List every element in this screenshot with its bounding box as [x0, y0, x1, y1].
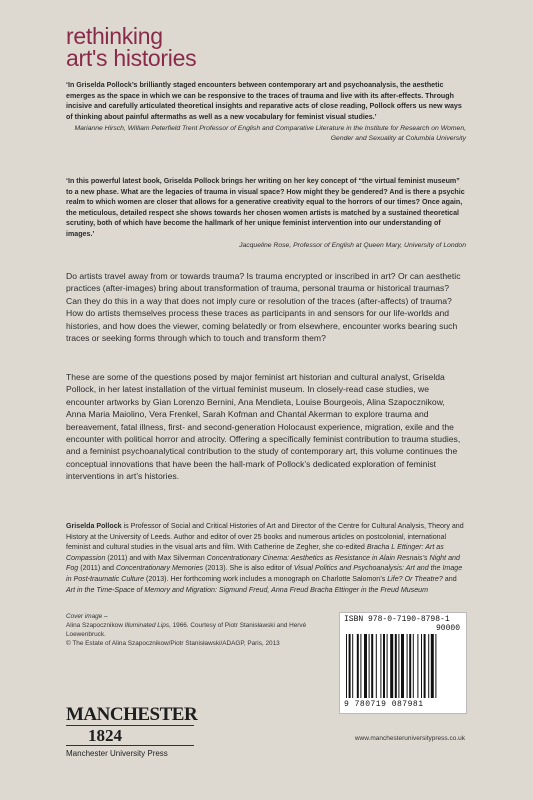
- series-logo: [66, 23, 197, 71]
- bio-text: and: [442, 574, 457, 583]
- bio-text: (2011) and with Max Silverman: [105, 553, 207, 562]
- divider: [66, 725, 194, 726]
- credits-artist: Alina Szapocznikow: [66, 622, 125, 629]
- barcode-bar: [387, 634, 388, 698]
- barcode-bar: [435, 634, 436, 698]
- barcode-bars: [346, 634, 460, 698]
- barcode-bar: [383, 634, 385, 698]
- publisher-year: 1824: [88, 726, 122, 745]
- bio-text: (2011) and: [78, 564, 116, 573]
- barcode-bar: [380, 634, 381, 698]
- barcode-bar: [349, 634, 351, 698]
- endorsement-quote: ‘In Griselda Pollock’s brilliantly staged encounters between contemporary art and psychoanalysis, the aesthetic emerges as the space in which we can be responsive to the traces of trauma and live with its after-effects. Through incisive and carefully articulated theoretical insights and reparative acts of close reading, Pollock offers us new ways of thinking about painful aftermaths as well as a new vocabulary for feminist visual studies.’: [66, 81, 462, 121]
- credits-heading: Cover image –: [66, 613, 108, 620]
- barcode-bar: [407, 634, 408, 698]
- barcode-bar: [364, 634, 367, 698]
- credits-work: Illuminated Lips: [124, 622, 170, 629]
- endorsement-attribution: Marianne Hirsch, William Peterfield Trent Professor of English and Comparative Literature in the Institute for Research on Women, Gender and Sexuality at Columbia University: [74, 125, 466, 142]
- bio-title: Life? Or Theatre?: [387, 574, 443, 583]
- barcode-bar: [421, 634, 422, 698]
- price-code: 90000: [435, 624, 460, 633]
- isbn-label: ISBN 978-0-7190-8798-1: [344, 615, 450, 624]
- credits-text: , 1966. Courtesy of Piotr Stanisławski and Hervé Loewenbruck.: [66, 622, 307, 638]
- barcode-bar: [369, 634, 370, 698]
- bio-title: Concentrationary Memories: [115, 564, 204, 573]
- divider: [66, 745, 194, 746]
- barcode-bar: [360, 634, 361, 698]
- bio-text: is Professor of Social and Critical Histories of Art and Director of the Centre for Cultural Analysis, Theory and History at the University of Leeds. Author and editor of over 25 books and numerous articles on postcolonial, international feminist and cultural studies in the visual arts and film. With Catherine de Zegher, she co-edited: [66, 522, 464, 552]
- barcode-bar: [371, 634, 373, 698]
- bio-title: Art in the Time-Space of Memory and Migration: Sigmund Freud, Anna Freud Bracha Ettinger in the Freud Museum: [66, 585, 429, 594]
- bio-title: Concentrationary Cinema: Aesthetics as Resistance in Alain Resnais’s Night and Fog: [66, 553, 460, 573]
- publisher-name: MANCHESTER: [66, 704, 198, 725]
- cover-image-credits: [66, 612, 336, 648]
- series-logo-line2: art's histories: [66, 44, 197, 71]
- barcode-bar: [390, 634, 393, 698]
- endorsement-attribution: Jacqueline Rose, Professor of English at Queen Mary, University of London: [239, 242, 466, 249]
- barcode-bar: [346, 634, 347, 698]
- blurb-paragraph-1: Do artists travel away from or towards trauma? Is trauma encrypted or inscribed in art? Or can aesthetic practices (after-images) bring about transformation of trauma, personal trauma or historical traumas? Can they do this in a way that does not imply cure or resolution of the traces (after-affects) of trauma? How do artists themselves process these traces as participants in and sensors for our life-worlds and histories, and how does the viewer, coming belatedly or from elsewhere, encounter works bearing such traces or seeking forms through which to touch and transform them?: [66, 271, 461, 344]
- endorsement-2: [66, 176, 466, 251]
- credits-copyright: © The Estate of Alina Szapocznikow/Piotr Stanisławski/ADAGP, Paris, 2013: [66, 640, 280, 647]
- publisher-url: www.manchesteruniversitypress.co.uk: [354, 735, 465, 742]
- barcode-bar: [431, 634, 434, 698]
- barcode-bar: [357, 634, 359, 698]
- blurb-paragraph-2: These are some of the questions posed by major feminist art historian and cultural analyst, Griselda Pollock, in her latest installation of the virtual feminist museum. In closely-read case studies, we encounter artworks by Gian Lorenzo Bernini, Ana Mendieta, Louise Bourgeois, Alina Szapocznikow, Anna Maria Maiolino, Vera Frenkel, Sarah Kofman and Chantal Akerman to explore trauma and bereavement, fatal illness, first- and second-generation Holocaust experience, migration, exile and the encounter with political horror and atrocity. Offering a specifically feminist contribution to trauma studies, and a feminist psychoanalytical contribution to the study of contemporary art, this volume continues the conceptual innovations that have been the hall-mark of Pollock’s dedicated exploration of feminist interventions in art’s histories.: [66, 372, 461, 482]
- endorsement-1: [66, 80, 466, 143]
- barcode-bar: [409, 634, 411, 698]
- bio-title: Bracha L Ettinger: Art as Compassion: [66, 543, 444, 562]
- endorsement-quote: ‘In this powerful latest book, Griselda Pollock brings her writing on her key concept of “the virtual feminist museum” to a new phase. What are the legacies of trauma in visual space? How might they be gendered? And is there a psychic realm to which women are closer that allows for a generative creativity equal to the horrors of our times? Once again, the meticulous, detailed respect she shows towards her chosen women artists is matched by a sustained theoretical scrutiny, both of which have become the hallmark of her unique feminist intervention into our understanding of images.’: [66, 177, 465, 238]
- barcode-bar: [401, 634, 404, 698]
- bio-text: (2013). She is also editor of: [203, 564, 294, 573]
- isbn-number: 9 780719 087981: [344, 700, 424, 709]
- series-logo-line1: rethinking: [66, 23, 163, 49]
- publisher-press: Manchester University Press: [66, 749, 168, 758]
- author-bio: [66, 521, 466, 595]
- barcode-bar: [413, 634, 414, 698]
- barcode-bar: [376, 634, 377, 698]
- barcode-bar: [428, 634, 429, 698]
- bio-text: (2013). Her forthcoming work includes a monograph on Charlotte Salomon’s: [144, 574, 388, 583]
- publisher-logo: [66, 706, 206, 758]
- barcode-bar: [417, 634, 418, 698]
- barcode: [339, 612, 467, 714]
- barcode-bar: [398, 634, 399, 698]
- barcode-bar: [424, 634, 426, 698]
- bio-title: Visual Politics and Psychoanalysis: Art and the Image in Post-traumatic Culture: [66, 564, 463, 583]
- barcode-bar: [352, 634, 353, 698]
- author-name: Griselda Pollock: [66, 522, 122, 530]
- barcode-bar: [395, 634, 397, 698]
